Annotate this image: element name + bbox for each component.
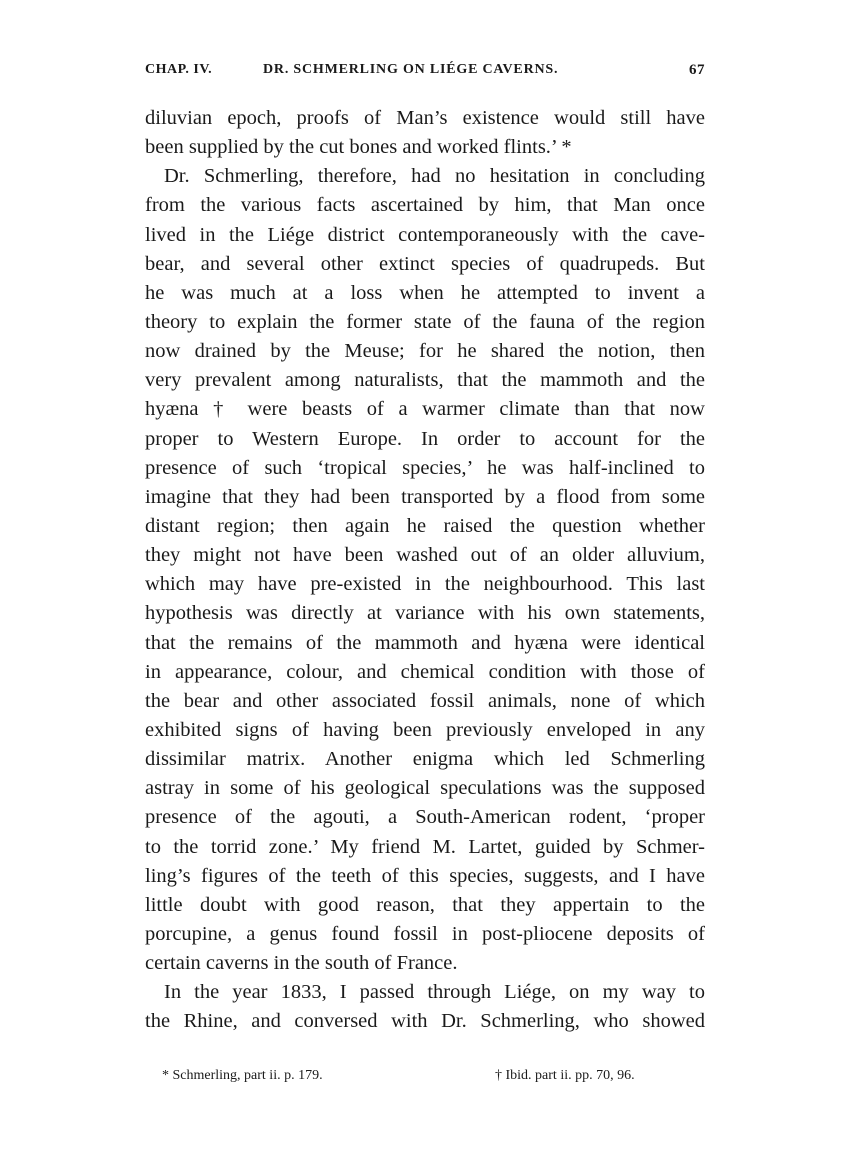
text-line: he was much at a loss when he attempted to invent a bbox=[145, 281, 705, 304]
text-line: proper to Western Europe. In order to account for the bbox=[145, 427, 705, 450]
text-line: dissimilar matrix. Another enigma which led Schmerling bbox=[145, 748, 705, 771]
chapter-label: CHAP. IV. bbox=[145, 62, 213, 77]
text-line: which may have pre-existed in the neighbourhood. This last bbox=[145, 573, 705, 596]
text-line: the Rhine, and conversed with Dr. Schmerling, who showed bbox=[145, 1010, 705, 1033]
text-line: little doubt with good reason, that they appertain to the bbox=[145, 893, 705, 916]
text-line: imagine that they had been transported by a flood from some bbox=[145, 485, 705, 508]
text-line: ling’s figures of the teeth of this species, suggests, and I have bbox=[145, 864, 705, 887]
text-line: the bear and other associated fossil animals, none of which bbox=[145, 689, 705, 712]
text-line: hyæna † were beasts of a warmer climate than that now bbox=[145, 398, 705, 421]
text-line: Dr. Schmerling, therefore, had no hesitation in concluding bbox=[164, 165, 705, 188]
text-line: bear, and several other extinct species of quadrupeds. But bbox=[145, 252, 705, 275]
text-line: now drained by the Meuse; for he shared the notion, then bbox=[145, 340, 705, 363]
running-title: DR. SCHMERLING ON LIÉGE CAVERNS. bbox=[263, 62, 559, 77]
footnote: * Schmerling, part ii. p. 179. bbox=[162, 1068, 323, 1083]
text-line: they might not have been washed out of an older alluvium, bbox=[145, 544, 705, 567]
footnote: † Ibid. part ii. pp. 70, 96. bbox=[495, 1068, 635, 1083]
text-line: presence of such ‘tropical species,’ he was half-inclined to bbox=[145, 456, 705, 479]
text-line: distant region; then again he raised the question whether bbox=[145, 514, 705, 537]
text-line: porcupine, a genus found fossil in post-pliocene deposits of bbox=[145, 922, 705, 945]
text-line: very prevalent among naturalists, that the mammoth and the bbox=[145, 369, 705, 392]
body-text bbox=[145, 104, 705, 1037]
text-line: astray in some of his geological speculations was the supposed bbox=[145, 777, 705, 800]
footnotes bbox=[145, 1068, 705, 1090]
text-line: that the remains of the mammoth and hyæna were identical bbox=[145, 631, 705, 654]
text-line: from the various facts ascertained by him, that Man once bbox=[145, 194, 705, 217]
text-line: In the year 1833, I passed through Liége, on my way to bbox=[164, 981, 705, 1004]
text-line: certain caverns in the south of France. bbox=[145, 952, 458, 975]
running-header bbox=[145, 62, 705, 86]
text-line: been supplied by the cut bones and worked flints.’ * bbox=[145, 136, 572, 159]
text-line: hypothesis was directly at variance with his own statements, bbox=[145, 602, 705, 625]
text-line: in appearance, colour, and chemical condition with those of bbox=[145, 660, 705, 683]
text-line: diluvian epoch, proofs of Man’s existence would still have bbox=[145, 107, 705, 129]
text-line: to the torrid zone.’ My friend M. Lartet, guided by Schmer- bbox=[145, 835, 705, 858]
page-number: 67 bbox=[689, 62, 705, 78]
text-line: lived in the Liége district contemporaneously with the cave- bbox=[145, 223, 705, 246]
text-line: theory to explain the former state of the fauna of the region bbox=[145, 310, 705, 333]
text-line: exhibited signs of having been previously enveloped in any bbox=[145, 718, 705, 741]
text-line: presence of the agouti, a South-American rodent, ‘proper bbox=[145, 806, 705, 829]
